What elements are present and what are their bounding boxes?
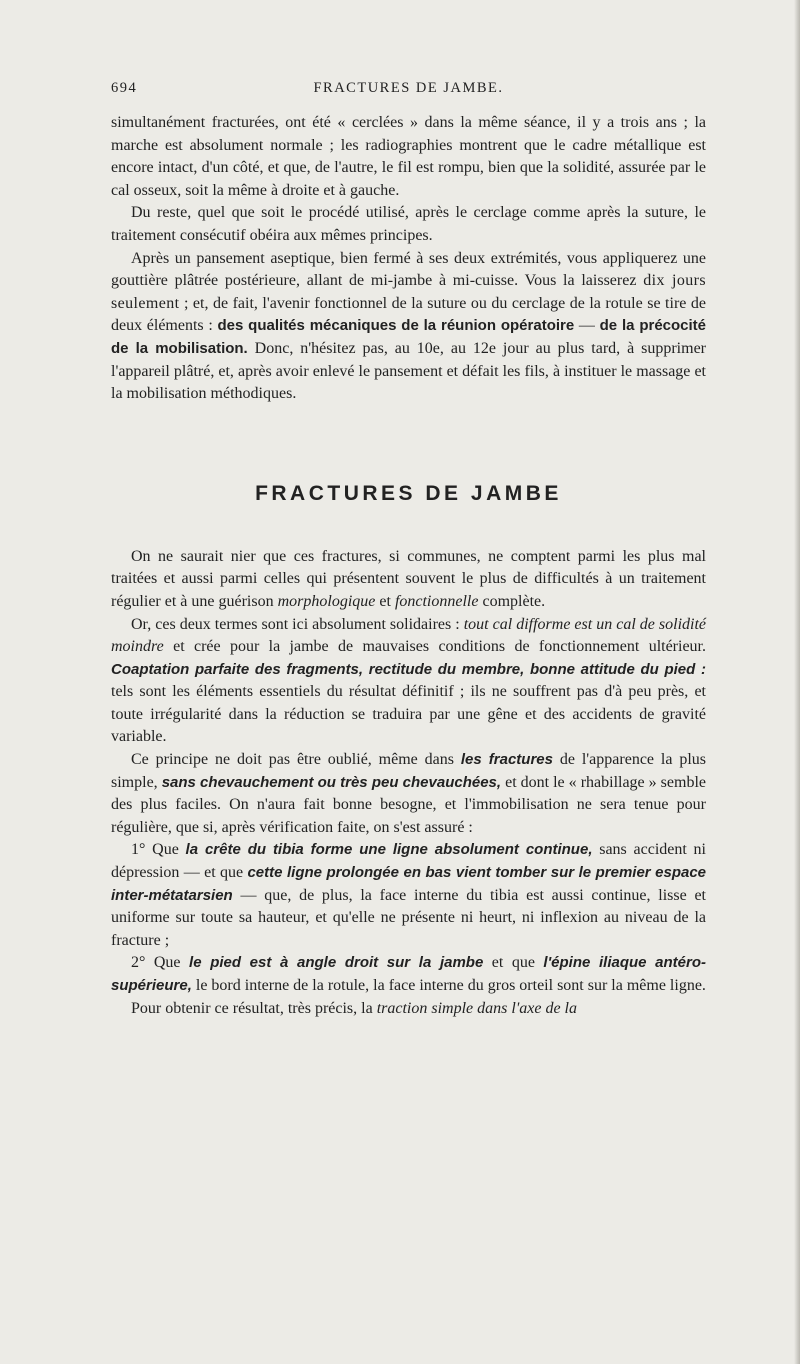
top-paragraphs (111, 112, 706, 406)
text-segment: simultanément fracturées, ont été « cerclées » dans la même séance, il y a trois ans ; la marche est absolument normale ; les radiographies montrent que le cadre métallique est encore intact, d'un côté, et que, de l'autre, le fil est rompu, bien que la solidité, assurée par le cal osseux, soit la même à droite et à gauche. (111, 114, 706, 199)
text-segment: sans chevauchement ou très peu chevauchées, (161, 773, 502, 791)
text-segment: les fractures (460, 751, 553, 769)
paragraph-p8 (111, 952, 706, 997)
paragraph-p6 (111, 749, 706, 839)
text-segment: sans accident ni dépression — et que (111, 841, 706, 882)
paragraph-p4 (111, 546, 706, 614)
section-title: FRACTURES DE JAMBE (255, 481, 562, 505)
text-segment: la crête du tibia forme une ligne absolument continue, (185, 841, 593, 859)
text-segment: traction simple dans l'axe de la (376, 999, 577, 1017)
text-segment: Ce principe ne doit pas être oublié, même dans (131, 751, 461, 769)
text-segment: — (574, 317, 600, 335)
running-header (111, 80, 706, 102)
text-segment: tels sont les éléments essentiels du résultat définitif ; ils ne souffrent pas d'à peu près, et toute irrégularité dans la réduction se traduira par une gêne et des accidents de gravité variable. (111, 683, 706, 746)
text-segment: Du reste, quel que soit le procédé utilisé, après le cerclage comme après la suture, le traitement consécutif obéira aux mêmes principes. (111, 204, 706, 244)
text-segment: 1° Que (131, 841, 186, 859)
text-segment: Pour obtenir ce résultat, très précis, la (131, 999, 377, 1017)
text-segment: ; et, de fait, l'avenir fonctionnel de la suture ou du cerclage de la rotule se tire de deux éléments : (111, 294, 706, 335)
text-segment: de l'apparence la plus simple, (111, 751, 707, 791)
text-segment: Or, ces deux termes sont ici absolument solidaires : (131, 615, 464, 633)
text-segment: Coaptation parfaite des fragments, rectitude du membre, bonne attitude du pied : (111, 660, 706, 678)
text-segment: dix jours seulement (111, 272, 707, 312)
text-segment: Donc, n'hésitez pas, au 10e, au 12e jour au plus tard, à supprimer l'appareil plâtré, et, après avoir enlevé le pansement et défait les fils, à instituer le massage et la mobilisation méthodiques. (111, 339, 707, 403)
text-segment: tout cal difforme est un cal de solidité moindre (111, 615, 707, 656)
text-segment: le pied est à angle droit sur la jambe (189, 954, 484, 972)
text-segment: le bord interne de la rotule, la face interne du gros orteil sont sur la même ligne. (191, 977, 706, 994)
text-segment: et crée pour la jambe de mauvaises conditions de fonctionnement ultérieur. (163, 638, 706, 656)
body-text (111, 112, 706, 1020)
text-segment: complète. (478, 592, 546, 610)
page-number: 694 (111, 80, 138, 96)
paragraph-p2 (111, 202, 706, 247)
text-segment: On ne saurait nier que ces fractures, si communes, ne comptent parmi les plus mal traitées et aussi parmi celles qui présentent souvent le plus de difficultés à un traitement régulier et à une guérison (111, 547, 706, 610)
text-segment: cette ligne prolongée en bas vient tomber sur le premier espace inter-métatarsien (111, 864, 707, 904)
text-segment: des qualités mécaniques de la réunion opératoire (217, 317, 575, 335)
paragraph-p7 (111, 839, 706, 952)
running-title: FRACTURES DE JAMBE. (313, 80, 504, 96)
paragraph-p5 (111, 614, 706, 750)
section-paragraphs (111, 546, 706, 1020)
text-segment: fonctionnelle (394, 592, 479, 610)
text-segment: morphologique (277, 592, 376, 610)
text-segment: 2° Que (131, 954, 190, 972)
text-segment: et (375, 592, 395, 610)
paragraph-p9 (111, 998, 706, 1021)
text-segment: de la précocité de la mobilisation. (111, 317, 707, 357)
page-edge-shadow (794, 0, 800, 1364)
paragraph-p1 (111, 112, 706, 202)
text-segment: et dont le « rhabillage » semble des plus faciles. On n'aura fait bonne besogne, et l'immobilisation ne sera tenue pour régulière, que si, après vérification faite, on s'est assuré : (111, 773, 707, 836)
text-segment: — que, de plus, la face interne du tibia est aussi continue, lisse et uniforme sur toute sa hauteur, et qu'elle ne présente ni heurt, ni inflexion au niveau de la fracture ; (111, 886, 706, 949)
text-segment: l'épine iliaque antéro-supérieure, (111, 954, 706, 994)
text-segment: Après un pansement aseptique, bien fermé à ses deux extrémités, vous appliquerez une gouttière plâtrée postérieure, allant de mi-jambe à mi-cuisse. Vous la laisserez (111, 249, 706, 290)
text-segment: et que (483, 954, 544, 972)
paragraph-p3 (111, 248, 706, 406)
